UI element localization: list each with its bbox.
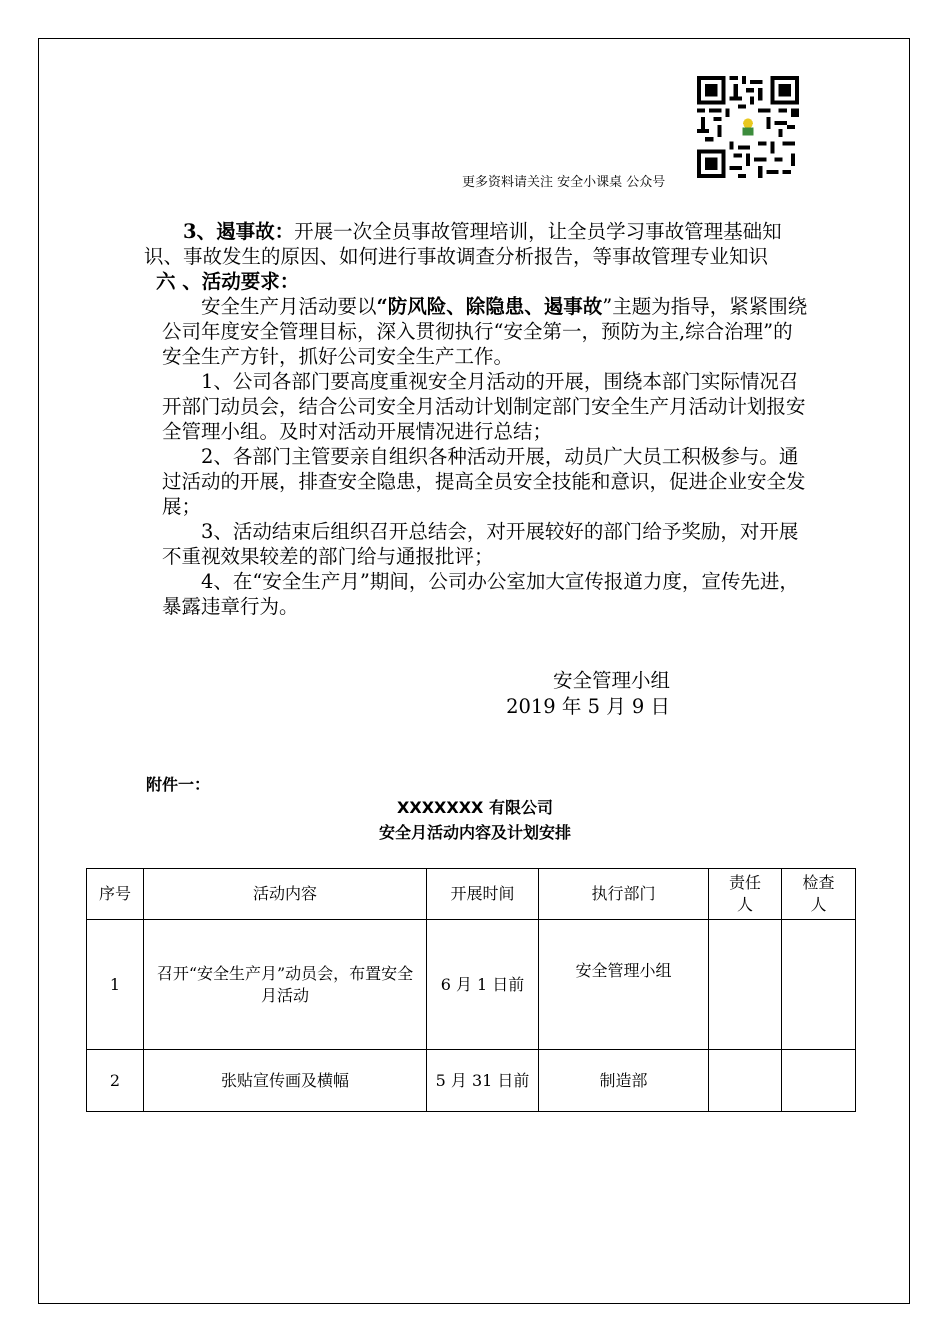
signature-date: 2019 年 5 月 9 日 bbox=[506, 695, 670, 718]
plan-title: 安全月活动内容及计划安排 bbox=[378, 823, 571, 842]
row-no: 1 bbox=[87, 920, 144, 1050]
requirement-3: 3、活动结束后组织召开总结会，对开展较好的部门给予奖励，对开展不重视效果较差的部门给与通报批评； bbox=[162, 520, 799, 568]
paragraph-accident bbox=[144, 219, 810, 269]
table-row bbox=[87, 1050, 856, 1112]
qr-code-icon bbox=[697, 76, 799, 178]
header-checker: 检查人 bbox=[782, 869, 856, 920]
section-6-heading: 六 、活动要求： bbox=[156, 270, 300, 293]
row-checker bbox=[782, 1050, 856, 1112]
signature-org: 安全管理小组 bbox=[552, 669, 670, 692]
header-owner: 责任人 bbox=[709, 869, 782, 920]
attachment-label: 附件一： bbox=[146, 775, 211, 794]
row-content: 张贴宣传画及横幅 bbox=[144, 1050, 427, 1112]
accident-text: 开展一次全员事故管理培训，让全员学习事故管理基础知识、事故发生的原因、如何进行事故调查分析报告，等事故管理专业知识 bbox=[144, 220, 782, 268]
header-dept: 执行部门 bbox=[539, 869, 709, 920]
accident-heading: 3、遏事故： bbox=[183, 220, 295, 243]
requirement-4: 4、在“安全生产月”期间，公司办公室加大宣传报道力度，宣传先进，暴露违章行为。 bbox=[162, 570, 799, 618]
row-time: 5 月 31 日前 bbox=[427, 1050, 539, 1112]
theme-bold: “防风险、除隐患、遏事故 bbox=[376, 295, 603, 318]
requirement-2: 2、各部门主管要亲自组织各种活动开展，动员广大员工积极参与。通过活动的开展，排查安全隐患，提高全员安全技能和意识，促进企业安全发展； bbox=[162, 445, 806, 518]
row-owner bbox=[709, 920, 782, 1050]
row-content: 召开“安全生产月”动员会，布置安全月活动 bbox=[144, 920, 427, 1050]
qr-caption: 更多资料请关注 安全小课桌 公众号 bbox=[462, 175, 666, 190]
signature-block bbox=[480, 668, 670, 720]
plan-table bbox=[86, 868, 856, 1112]
row-dept: 安全管理小组 bbox=[539, 920, 709, 1050]
paragraph-theme bbox=[144, 294, 810, 369]
requirement-1: 1、公司各部门要高度重视安全月活动的开展，围绕本部门实际情况召开部门动员会，结合公司安全月活动计划制定部门安全生产月活动计划报安全管理小组。及时对活动开展情况进行总结； bbox=[162, 370, 806, 443]
row-checker bbox=[782, 920, 856, 1050]
row-owner bbox=[709, 1050, 782, 1112]
notice-body bbox=[144, 219, 810, 619]
theme-text-a: 安全生产月活动要以 bbox=[201, 295, 377, 318]
header-content: 活动内容 bbox=[144, 869, 427, 920]
theme-text-b: ”主题为指导，紧紧围绕公司年度安全管理目标，深入贯彻执行“安全第一，预防为主,综合治理”的安全生产方针，抓好公司安全生产工作。 bbox=[162, 295, 808, 368]
table-row bbox=[87, 920, 856, 1050]
row-no: 2 bbox=[87, 1050, 144, 1112]
row-dept: 制造部 bbox=[539, 1050, 709, 1112]
row-time: 6 月 1 日前 bbox=[427, 920, 539, 1050]
header-no: 序号 bbox=[87, 869, 144, 920]
table-header-row bbox=[87, 869, 856, 920]
company-name: XXXXXXX 有限公司 bbox=[397, 798, 553, 817]
header-time: 开展时间 bbox=[427, 869, 539, 920]
